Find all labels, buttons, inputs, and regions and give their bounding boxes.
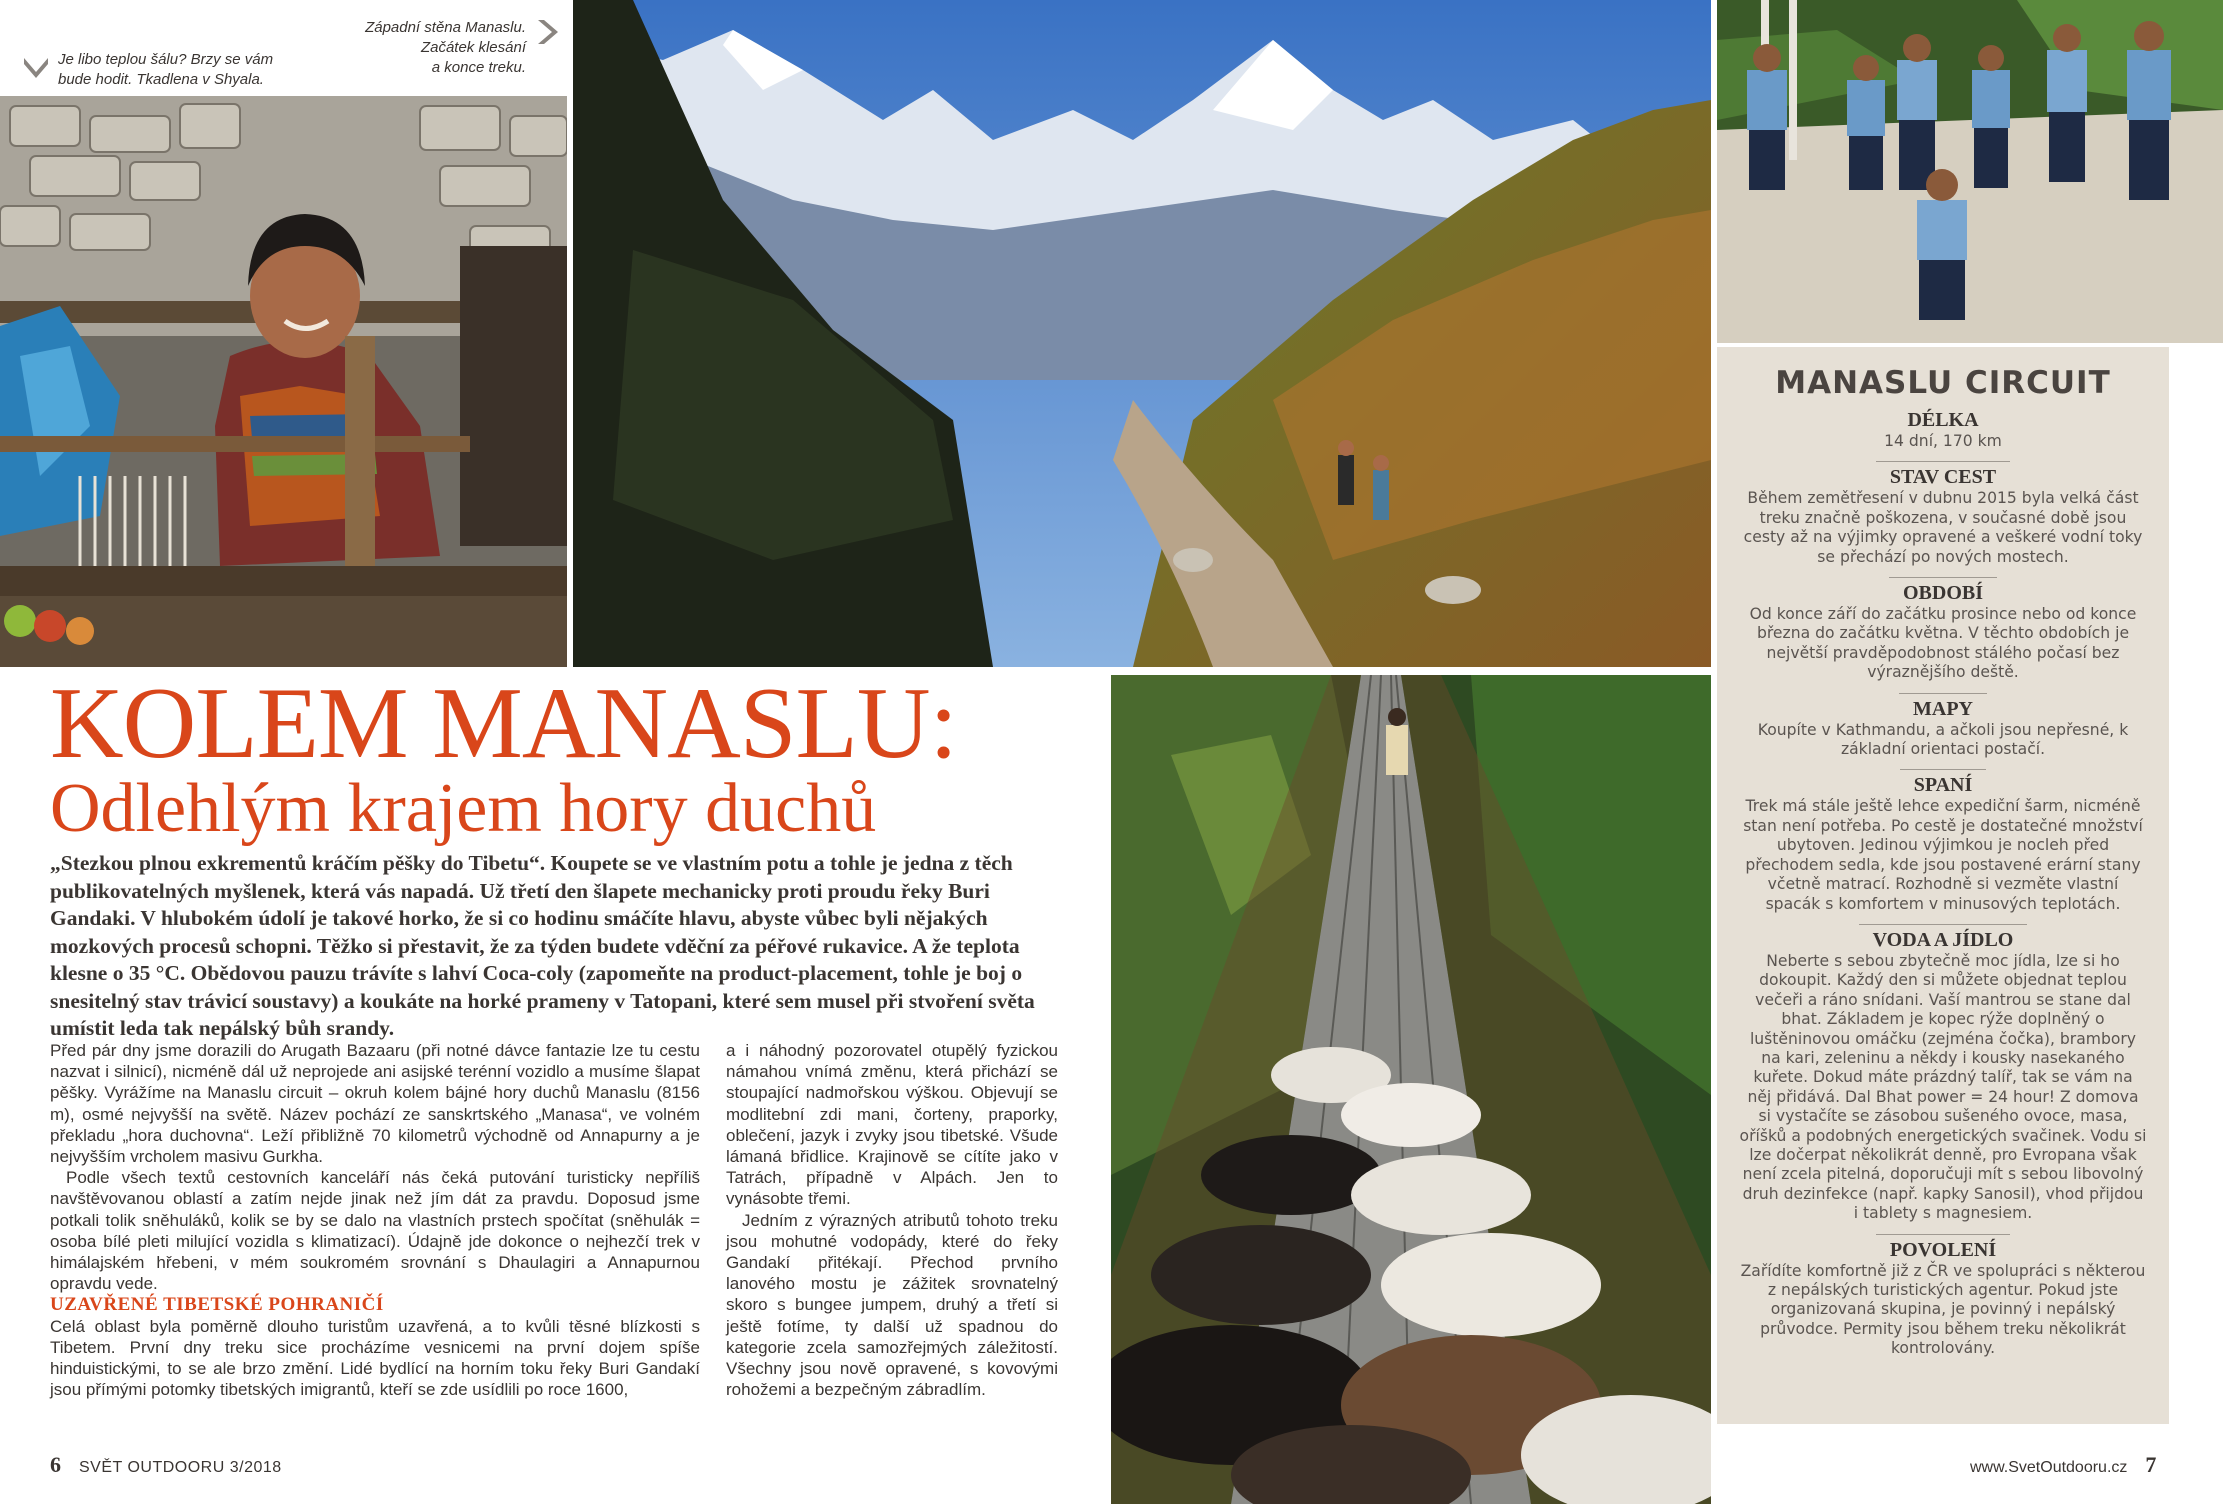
sidebar-section-permits [1739, 1232, 2147, 1359]
info-sidebar [1717, 347, 2169, 1424]
website-url: www.SvetOutdooru.cz [1970, 1459, 2128, 1476]
sidebar-heading: VODA A JÍDLO [1859, 924, 2028, 952]
sidebar-heading: MAPY [1899, 693, 1987, 721]
sidebar-section-length [1739, 407, 2147, 451]
body-column-1 [50, 1040, 700, 1400]
magazine-issue: SVĚT OUTDOORU 3/2018 [79, 1459, 282, 1476]
sidebar-heading: POVOLENÍ [1876, 1234, 2010, 1262]
sidebar-sections [1739, 407, 2147, 1367]
caption-west-wall-line1: Západní stěna Manaslu. [365, 19, 526, 36]
photo-mountain [573, 0, 1711, 667]
body-paragraph: Jedním z výrazných atributů tohoto treku jsou mohutné vodopády, které do řeky Gandakí přitékají. Přechod prvního lanového mostu je zážitek srovnatelný skoro s bungee jumpem, druhý a třetí si ještě fotíme, ty další už spadnou do kategorie zcela samozřejmých záležitostí. Všechny jsou nově opravené, s kovovými rohožemi a bezpečným zábradlím. [726, 1210, 1058, 1400]
sidebar-text: Neberte s sebou zbytečně moc jídla, lze si ho dokoupit. Každý den si můžete objednat teplou večeři a ráno snídani. Vaší mantrou se stane dal bhat. Základem je kopec rýže doplněný o luštěninovou omáčku (zejména čočka), brambory na kari, zeleninu a někdy i kousky nasekaného kuřete. Dokud máte prázdný talíř, tak se vám na něj přidává. Dal Bhat power = 24 hour! Z domova si vystačíte se zásobou sušeného ovoce, masa, oříšků a podobných energetických svačinek. Vodu si lze dočerpat několikrát denně, pro Evropana však není zcela pitelná, doporučuji mít s sebou libovolný druh dezinfekce (např. kapky Sanosil), vhod přijdou i tablety s magnesiem. [1739, 951, 2147, 1223]
headline-title: KOLEM MANASLU: [50, 667, 957, 780]
footer-right [1970, 1452, 2156, 1478]
sidebar-text: Trek má stále ještě lehce expediční šarm, nicméně stan není potřeba. Po cestě je dostatečné množství ubytoven. Jedinou výjimkou je nocleh před přechodem sedla, kde jsou postavené erární stany včetně matrací. Rozhodně si vezměte vlastní spacák s komfortem v minusových teplotách. [1743, 797, 2143, 913]
sidebar-text: Od konce září do začátku prosince nebo od konce března do začátku května. V těchto obdobích je největší pravděpodobnost stálého počasí bez výraznějšího deště. [1749, 605, 2137, 682]
headline-subtitle: Odlehlým krajem hory duchů [50, 770, 877, 847]
sidebar-section-maps [1739, 691, 2147, 760]
caption-arrow-down-icon [22, 52, 50, 80]
body-paragraph: Celá oblast byla poměrně dlouho turistům uzavřená, a to kvůli těsné blízkosti s Tibetem. První dny treku sice procházíme vesnicemi na první dojem spíše hinduistickými, to se ale brzo změní. Lidé bydlící na horním toku řeky Buri Gandakí jsou přímými potomky tibetských imigrantů, kteří se zde usídlili po roce 1600, [50, 1316, 700, 1400]
sidebar-heading: DÉLKA [1907, 409, 1979, 431]
sidebar-title: MANASLU CIRCUIT [1775, 365, 2111, 401]
sidebar-section-water-food [1739, 922, 2147, 1224]
caption-arrow-right-icon [532, 18, 560, 46]
caption-weaver: Je libo teplou šálu? Brzy se vám bude hodit. Tkadlena v Shyala. [58, 51, 274, 88]
body-paragraph: Podle všech textů cestovních kanceláří nás čeká putování turisticky nepříliš navštěvovanou oblastí a zatím nejde jinak než jím dát za pravdu. Doposud jsme potkali tolik sněhuláků, kolik se by se dalo na vlastních prstech spočítat (sněhulák = osoba bílé pleti milující vozidla s klimatizací). Údajně jde dokonce o nejhezčí trek v himálajském hřebeni, v mém soukromém srovnání s Dhaulagiri a Annapurnou opravdu vede. [50, 1168, 700, 1294]
section-subheading: UZAVŘENÉ TIBETSKÉ POHRANIČÍ [50, 1294, 384, 1316]
caption-west-wall-line3: a konce treku. [431, 59, 526, 76]
page-number-left: 6 [50, 1452, 61, 1477]
sidebar-section-sleeping [1739, 767, 2147, 913]
sidebar-heading: OBDOBÍ [1889, 577, 1997, 605]
photo-weaver [0, 96, 567, 667]
footer-left [50, 1452, 282, 1478]
caption-west-wall [330, 18, 526, 78]
body-paragraph: a i náhodný pozorovatel otupělý fyzickou námahou vnímá změnu, která přichází se stoupající nadmořskou výškou. Objevují se modlitební zdi mani, čorteny, praporky, oblečení, jazyk i zvyky jsou tibetské. Všude lámaná břidlice. Krajinově se cítíte jako v Tatrách, případně v Alpách. Jen to vynásobte třemi. [726, 1041, 1058, 1209]
sidebar-text: 14 dní, 170 km [1884, 432, 2002, 450]
caption-west-wall-line2: Začátek klesání [420, 39, 526, 56]
sidebar-section-trail-condition [1739, 459, 2147, 567]
sidebar-heading: SPANÍ [1900, 769, 1987, 797]
page-number-right: 7 [2145, 1452, 2157, 1477]
sidebar-heading: STAV CEST [1876, 461, 2010, 489]
sidebar-section-season [1739, 575, 2147, 683]
sidebar-text: Koupíte v Kathmandu, a ačkoli jsou nepřesné, k základní orientaci postačí. [1757, 720, 2129, 759]
sidebar-text: Zařídíte komfortně již z ČR ve spolupráci s některou z nepálských turistických agentur. Pokud jste organizovaná skupina, je povinný i nepálský průvodce. Permity jsou během treku několikrát kontrolovány. [1740, 1261, 2146, 1358]
photo-schoolchildren [1717, 0, 2223, 343]
photo-bridge [1111, 675, 1711, 1504]
body-paragraph: Před pár dny jsme dorazili do Arugath Bazaaru (při notné dávce fantazie lze tu cestu nazvat i silnicí), nicméně dál už neprojede ani asijské terénní vozidlo a musíme šlapat pěšky. Vyrážíme na Manaslu circuit – okruh kolem bájné hory duchů Manaslu (8156 m), osmé nejvyšší na světě. Název pochází ze sanskrtského „Manasa“, ve volném překladu „hora duchovna“. Leží přibližně 70 kilometrů východně od Annapurny a je nejvyšším vrcholem masivu Gurkha. [50, 1041, 700, 1167]
lede-paragraph: „Stezkou plnou exkrementů kráčím pěšky do Tibetu“. Koupete se ve vlastním potu a tohle je jedna z těch publikovatelných myšlenek, která vás napadá. Už třetí den šlapete mechanicky proti proudu řeky Buri Gandaki. V hlubokém údolí je takové horko, že si co hodinu smáčíte hlavu, abyste vůbec byli nějakých mozkových procesů schopni. Těžko si přestavit, že za týden budete vděční za péřové rukavice. A že teplota klesne o 35 °C. Obědovou pauzu trávíte s lahví Coca-coly (zapomeňte na product-placement, tohle je boj o snesitelný stav trávicí soustavy) a koukáte na horké prameny v Tatopani, které sem musel při stvoření světa umístit leda tak nepálský bůh srandy. [50, 851, 1035, 1040]
sidebar-text: Během zemětřesení v dubnu 2015 byla velká část treku značně poškozena, v současné době jsou cesty až na výjimky opravené a veškeré vodní toky se přechází po nových mostech. [1743, 489, 2143, 566]
body-column-2 [726, 1040, 1058, 1400]
